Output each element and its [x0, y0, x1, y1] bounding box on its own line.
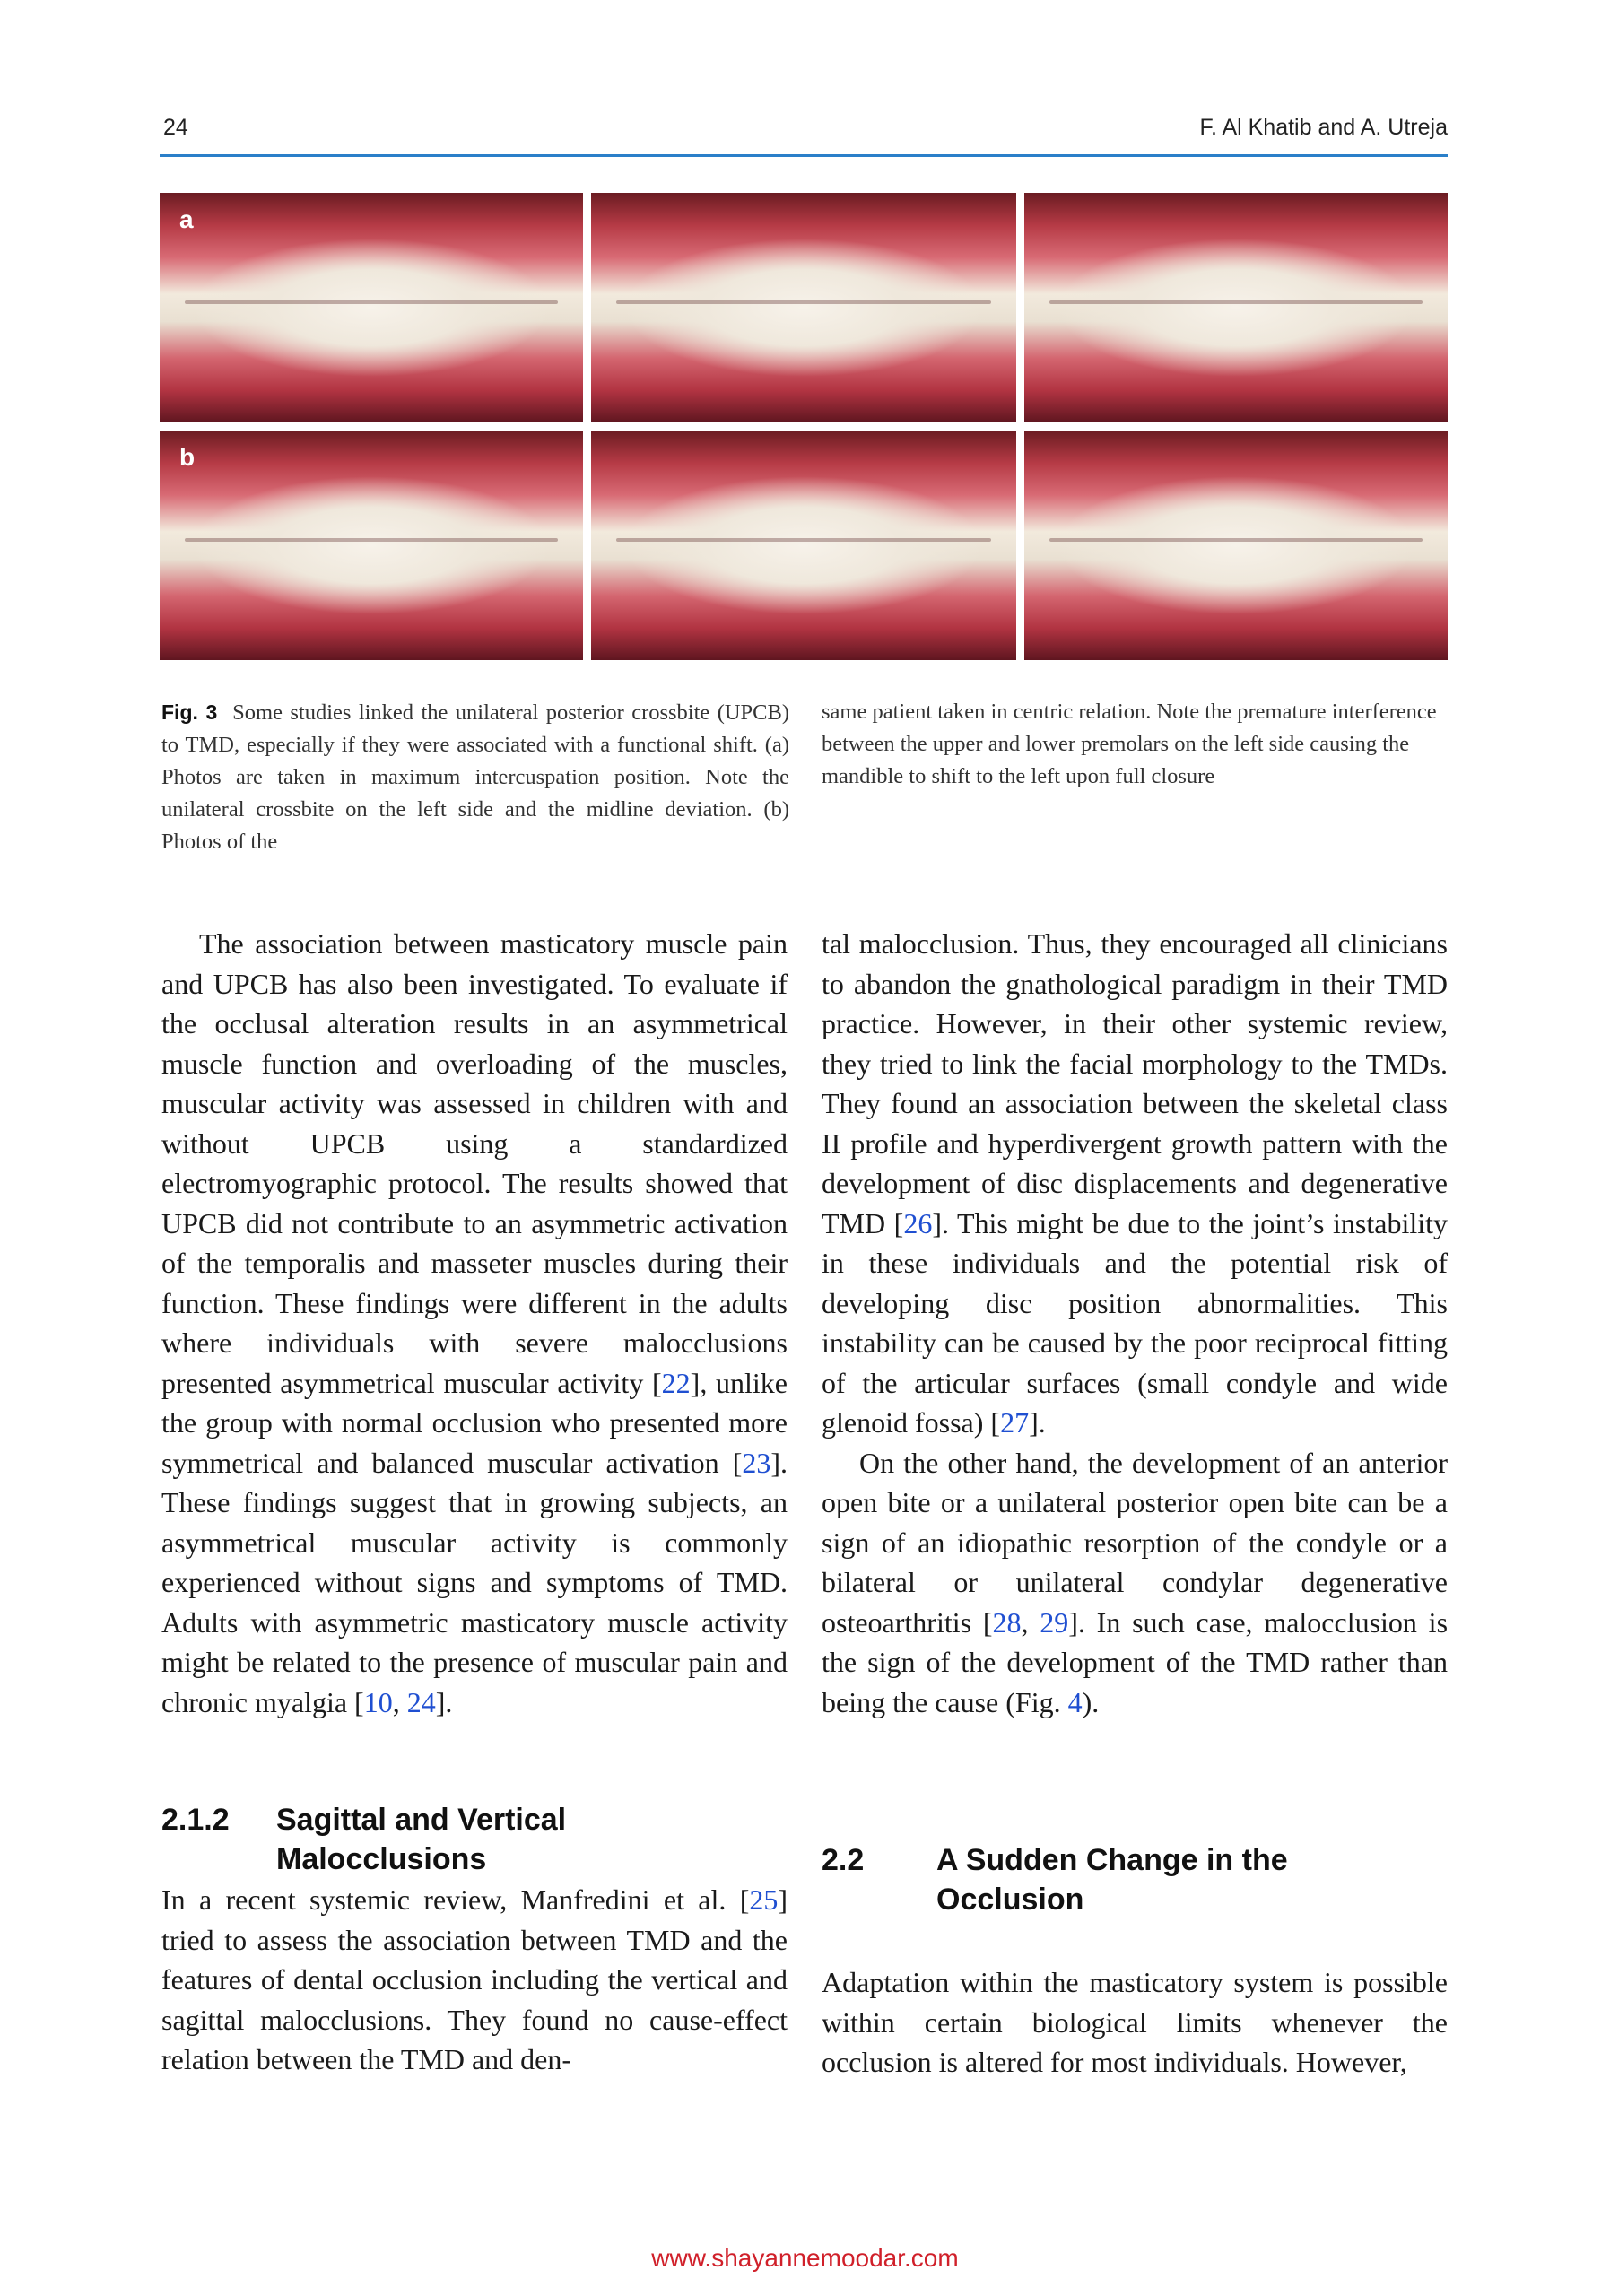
caption-text-left: Some studies linked the unilateral posterior crossbite (UPCB) to TMD, especially if they were associated with a functional shift. (a) Photos are taken in maximum intercuspation position. Note the unilateral crossbite on the left side and the midline deviation. (b) Photos of the: [161, 700, 790, 854]
page-number: 24: [163, 115, 188, 140]
text-run: ]. In such case, malocclusion is the sign of the development of the TMD rather than being the cause (Fig.: [822, 1605, 1449, 1718]
section-number: 2.2: [822, 1843, 865, 1877]
paragraph-manfredini: [161, 1880, 788, 2080]
citation-25[interactable]: 25: [749, 1883, 779, 1916]
section-heading-2-2: [822, 1840, 1448, 1921]
text-run: ]. This might be due to the joint’s instability in these individuals and the potential risk of developing disc position abnormalities. This instability can be caused by the poor reciprocal fitting of the articular surfaces (small condyle and wide glenoid fossa) [: [822, 1206, 1449, 1439]
citation-23[interactable]: 23: [742, 1446, 771, 1479]
text-run: ], unlike the group with normal occlusion who presented more symmetrical and balanced muscular activation [: [161, 1366, 788, 1479]
text-run: ].: [1029, 1406, 1046, 1439]
text-run: ,: [392, 1685, 407, 1718]
citation-22[interactable]: 22: [661, 1366, 691, 1399]
figure-4-link[interactable]: 4: [1067, 1685, 1083, 1718]
citation-24[interactable]: 24: [406, 1685, 436, 1718]
left-column-section-body: [161, 1880, 788, 2080]
panel-label-b: b: [179, 443, 196, 471]
photo-a-left-buccal: [1024, 193, 1448, 422]
citation-26[interactable]: 26: [903, 1206, 933, 1239]
left-column-body: [161, 924, 788, 1722]
header-rule: [160, 154, 1448, 157]
citation-29[interactable]: 29: [1040, 1605, 1069, 1639]
text-run: In a recent systemic review, Manfredini et al. [: [161, 1883, 750, 1916]
photo-a-right-buccal: [160, 193, 583, 422]
text-run: ).: [1082, 1685, 1100, 1718]
right-column-body: [822, 924, 1448, 1722]
text-run: ]. These findings suggest that in growing subjects, an asymmetrical muscular activity is commonly experienced without signs and symptoms of TMD. Adults with asymmetric masticatory muscle activity might be related to the presence of muscular pain and chronic myalgia [: [161, 1446, 788, 1718]
text-run: ,: [1021, 1605, 1040, 1639]
section-number: 2.1.2: [161, 1803, 230, 1837]
figure-caption-left: [161, 696, 789, 858]
section-title: A Sudden Change in the Occlusion: [936, 1843, 1288, 1917]
text-run: ] tried to assess the association between TMD and the features of dental occlusion including the vertical and sagittal malocclusions. They found no cause-effect relation between the TMD and den-: [161, 1883, 788, 2075]
paragraph-adaptation: [822, 1962, 1448, 2083]
panel-label-a: a: [179, 205, 194, 233]
citation-27[interactable]: 27: [1000, 1406, 1030, 1439]
paragraph-muscle-pain: [161, 924, 788, 1722]
figure-label: Fig. 3: [161, 700, 218, 724]
figure-3: [160, 193, 1448, 659]
photo-a-frontal: [591, 193, 1016, 422]
section-title: Sagittal and Vertical Malocclusions: [276, 1803, 567, 1876]
text-run: On the other hand, the development of an anterior open bite or a unilateral posterior open bite can be a sign of an idiopathic resorption of the condyle or a bilateral or unilateral condylar degenerative osteoarthritis [: [822, 1446, 1448, 1639]
section-heading-2-1-2: [161, 1800, 788, 1881]
paragraph-malocclusion-continued: [822, 924, 1448, 1443]
caption-text-right: same patient taken in centric relation. Note the premature interference between the upper and lower premolars on the left side causing the mandible to shift to the left upon full closure: [822, 700, 1437, 788]
right-column-section-body: [822, 1962, 1448, 2083]
photo-b-frontal: [591, 430, 1016, 660]
footer-website[interactable]: www.shayannemoodar.com: [651, 2244, 959, 2272]
photo-b-right-buccal: [160, 430, 583, 660]
figure-caption-right: [822, 696, 1449, 793]
citation-28[interactable]: 28: [992, 1605, 1022, 1639]
running-header: [160, 115, 1448, 151]
running-authors: F. Al Khatib and A. Utreja: [1199, 115, 1448, 140]
text-run: The association between masticatory muscle pain and UPCB has also been investigated. To evaluate if the occlusal alteration results in an asymmetrical muscle function and overloading of the muscles, muscular activity was assessed in children with and without UPCB using a standardized electromyographic protocol. The results showed that UPCB did not contribute to an asymmetric activation of the temporalis and masseter muscles during their function. These findings were different in the adults where individuals with severe malocclusions presented asymmetrical muscular activity [: [161, 927, 788, 1399]
photo-b-left-buccal: [1024, 430, 1448, 660]
citation-10[interactable]: 10: [363, 1685, 393, 1718]
paragraph-open-bite: [822, 1443, 1448, 1723]
text-run: tal malocclusion. Thus, they encouraged all clinicians to abandon the gnathological paradigm in their TMD practice. However, in their other systemic review, they tried to link the facial morphology to the TMDs. They found an association between the skeletal class II profile and hyperdivergent growth pattern with the development of disc displacements and degenerative TMD [: [822, 927, 1448, 1239]
text-run: ].: [435, 1685, 453, 1718]
text-run: Adaptation within the masticatory system is possible within certain biological limits whenever the occlusion is altered for most individuals. However,: [822, 1966, 1448, 2078]
